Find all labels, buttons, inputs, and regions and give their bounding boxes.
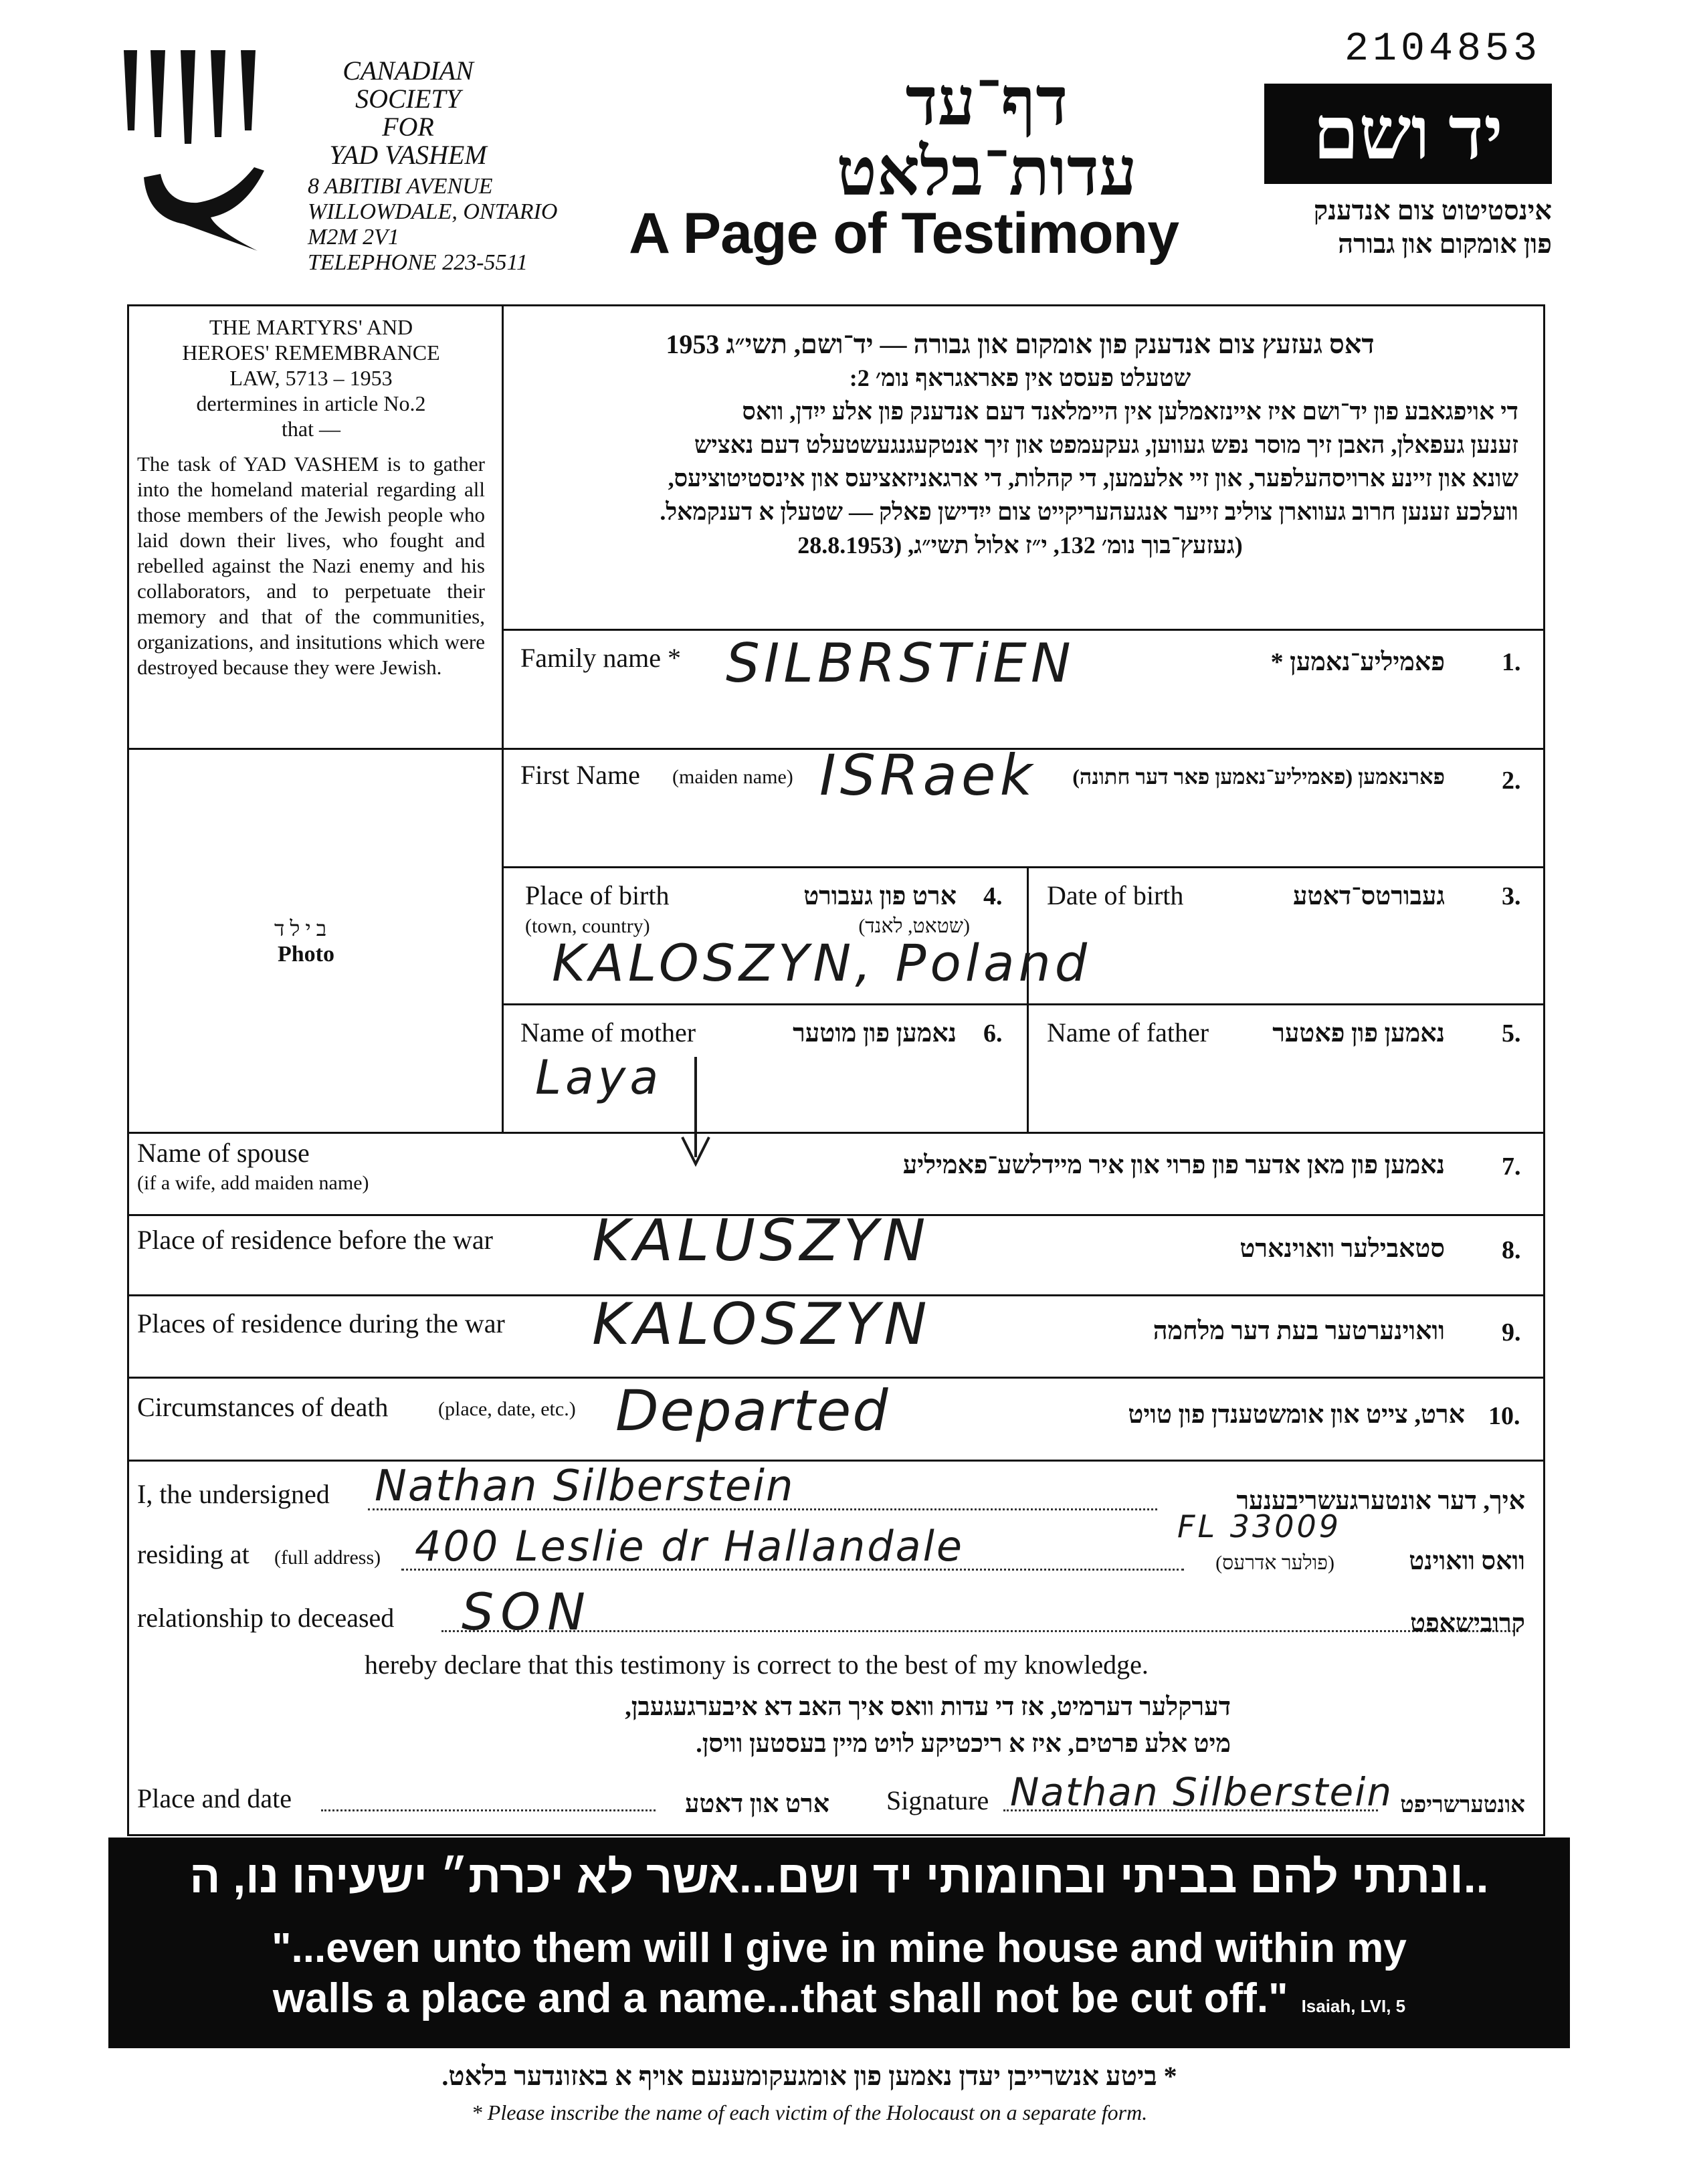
address-line: WILLOWDALE, ONTARIO bbox=[308, 199, 558, 224]
undersigned-value[interactable]: Nathan Silberstein bbox=[375, 1462, 795, 1511]
place-date-label: Place and date bbox=[137, 1783, 292, 1813]
photo-label-hebrew: בילד bbox=[274, 916, 332, 940]
logo-text: יד ושם bbox=[1313, 92, 1503, 175]
footer-hebrew: * ביטע אנשרייבן יעדן נאמען פון אומגעקומענעם אויף א באזונדער בלאט. bbox=[441, 2061, 1177, 2091]
law-heading-line: THE MARTYRS' AND bbox=[209, 315, 413, 339]
spouse-sublabel: (if a wife, add maiden name) bbox=[137, 1172, 369, 1194]
institute-line: אינסטיטוט צום אנדענק bbox=[1313, 195, 1552, 225]
death-label: Circumstances of death bbox=[137, 1392, 389, 1422]
menorah-icon bbox=[124, 50, 278, 271]
field-number: 1. bbox=[1502, 648, 1521, 676]
law-description: The task of YAD VASHEM is to gather into the homeland material regarding all those members of the Jewish people who laid down their lives, who fought and rebelled against the Nazi enemy and his collaborators, and to perpetuate their memory and that of the communities, organizations, and insitutions which were destroyed because they were Jewish. bbox=[137, 452, 485, 679]
residence-during-hebrew: וואוינערטער בעת דער מלחמה bbox=[1153, 1317, 1445, 1345]
mother-hebrew: נאמען פון מוטער bbox=[793, 1019, 957, 1048]
title-hebrew-2: עדות־בלאט bbox=[836, 135, 1137, 209]
address-line: 8 ABITIBI AVENUE bbox=[308, 174, 493, 199]
place-of-birth-hebrew: ארט פון געבורט bbox=[803, 882, 957, 910]
law-quote bbox=[522, 328, 1518, 562]
residing-sublabel: (full address) bbox=[274, 1547, 381, 1569]
date-of-birth-label: Date of birth bbox=[1047, 880, 1184, 910]
divider bbox=[1027, 866, 1029, 1134]
first-name-label: First Name bbox=[520, 760, 640, 790]
undersigned-label: I, the undersigned bbox=[137, 1479, 330, 1509]
divider bbox=[127, 748, 503, 750]
family-name-value[interactable]: SILBRSTiEN bbox=[726, 632, 1075, 694]
banner-english-2 bbox=[108, 1975, 1570, 2022]
place-of-birth-label: Place of birth bbox=[525, 880, 670, 910]
place-date-line bbox=[321, 1809, 656, 1811]
isaiah-banner bbox=[108, 1838, 1570, 2048]
banner-english-2-text: walls a place and a name...that shall not be cut off." bbox=[272, 1975, 1288, 2021]
field-number: 9. bbox=[1502, 1318, 1521, 1347]
death-sublabel: (place, date, etc.) bbox=[438, 1398, 576, 1420]
mother-label: Name of mother bbox=[520, 1017, 696, 1048]
institute-line: פון אומקום און גבורה bbox=[1338, 229, 1552, 259]
signature-value[interactable]: Nathan Silberstein bbox=[1010, 1769, 1393, 1815]
first-name-value[interactable]: ISRaek bbox=[819, 742, 1037, 808]
quote-line: דאס געזעץ צום אנדענק פון אומקום און גבורה — יד־ושם, תשי״ג 1953 bbox=[666, 329, 1375, 359]
residing-extra-value[interactable]: FL 33009 bbox=[1177, 1508, 1342, 1545]
law-heading-line: LAW, 5713 – 1953 bbox=[229, 366, 393, 390]
divider bbox=[502, 629, 1545, 631]
declaration-statement: hereby declare that this testimony is correct to the best of my knowledge. bbox=[365, 1650, 1149, 1680]
father-label: Name of father bbox=[1047, 1017, 1209, 1048]
residence-before-value[interactable]: KALUSZYN bbox=[592, 1207, 930, 1274]
family-name-label: Family name * bbox=[520, 643, 681, 673]
field-number: 8. bbox=[1502, 1236, 1521, 1264]
law-heading bbox=[134, 314, 488, 441]
society-line: CANADIAN bbox=[342, 56, 474, 86]
residing-hebrew-sub: (פולער אדרעס) bbox=[1215, 1552, 1334, 1574]
relationship-value[interactable]: SON bbox=[462, 1582, 592, 1642]
residing-value[interactable]: 400 Leslie dr Hallandale bbox=[415, 1522, 964, 1571]
banner-english-1: "...even unto them will I give in mine house and within my bbox=[272, 1925, 1407, 1971]
field-number: 10. bbox=[1488, 1402, 1520, 1430]
death-value[interactable]: Departed bbox=[615, 1378, 890, 1444]
place-date-hebrew: ארט און דאטע bbox=[685, 1790, 829, 1818]
first-name-hebrew: פארנאמען (פאמיליע־נאמען פאר דער חתונה) bbox=[1072, 765, 1445, 789]
society-line: FOR bbox=[382, 112, 434, 142]
address-line: TELEPHONE 223-5511 bbox=[308, 250, 528, 275]
residence-before-label: Place of residence before the war bbox=[137, 1225, 493, 1255]
field-number: 6. bbox=[983, 1019, 1003, 1048]
society-name bbox=[321, 57, 495, 169]
banner-reference: Isaiah, LVI, 5 bbox=[1301, 1996, 1406, 2016]
place-of-birth-sublabel: (town, country) bbox=[525, 915, 650, 937]
quote-line: שונא און זיינע ארויסהעלפער, און זיי אלעמען, די קהלות, די ארגאניזאציעס און אינסטיטוציעס, bbox=[668, 465, 1518, 492]
yad-vashem-logo bbox=[1264, 84, 1552, 184]
quote-line: שטעלט פעסט אין פאראגראף נומ׳ 2: bbox=[849, 365, 1191, 391]
residence-during-value[interactable]: KALOSZYN bbox=[592, 1291, 931, 1358]
mother-value[interactable]: Laya bbox=[535, 1050, 663, 1105]
photo-label: Photo bbox=[278, 942, 334, 967]
institute-name bbox=[1258, 194, 1552, 261]
death-hebrew: ארט, צייט און אומשטענדן פון טויט bbox=[1128, 1401, 1465, 1429]
first-name-sublabel: (maiden name) bbox=[672, 766, 793, 788]
menorah-logo bbox=[124, 50, 278, 274]
form-number: 2104853 bbox=[1345, 27, 1542, 72]
divider bbox=[502, 1003, 1545, 1005]
law-heading-line: dertermines in article No.2 bbox=[196, 391, 426, 415]
relationship-label: relationship to deceased bbox=[137, 1603, 395, 1633]
undersigned-hebrew: איך, דער אונטערגעשריבענער bbox=[1236, 1487, 1525, 1515]
residence-before-hebrew: סטאבילער וואוינארט bbox=[1239, 1235, 1445, 1263]
divider bbox=[127, 1132, 1545, 1134]
quote-line: די אויפגאבע פון יד־ושם איז איינזאמלען אין היימלאנד דעם אנדענק פון אלע ייִדן, וואס bbox=[742, 398, 1518, 425]
residing-label: residing at bbox=[137, 1539, 250, 1569]
place-of-birth-value[interactable]: KALOSZYN, Poland bbox=[552, 933, 1091, 993]
divider bbox=[502, 866, 1545, 868]
date-of-birth-hebrew: געבורטס־דאטע bbox=[1293, 882, 1445, 910]
family-name-hebrew: פאמיליע־נאמען * bbox=[1270, 648, 1445, 676]
signature-hebrew: אונטערשריפט bbox=[1400, 1793, 1525, 1817]
field-number: 3. bbox=[1502, 882, 1521, 910]
field-number: 4. bbox=[983, 882, 1003, 910]
handwritten-arrow-icon bbox=[676, 1057, 716, 1171]
society-line: SOCIETY bbox=[355, 84, 461, 114]
declaration-statement-hebrew-1: דערקלער דערמיט, אז די עדות וואס איך האב דא איבערגעגעבן, bbox=[625, 1693, 1231, 1721]
spouse-hebrew: נאמען פון מאן אדער פון פרוי און איר מיידלשע־פאמיליע bbox=[902, 1151, 1445, 1179]
banner-hebrew: ..ונתתי להם בביתי ובחומותי יד ושם...אשר לא יכרת״ ישעיהו נו, ה bbox=[189, 1852, 1489, 1902]
field-number: 5. bbox=[1502, 1019, 1521, 1048]
society-line: YAD VASHEM bbox=[329, 140, 487, 170]
field-number: 7. bbox=[1502, 1153, 1521, 1181]
page-title: A Page of Testimony bbox=[629, 201, 1179, 266]
father-hebrew: נאמען פון פאטער bbox=[1272, 1019, 1445, 1048]
quote-line: וועלכע זענען חרוב געווארן צוליב זייער אנגעהעריקייט צום ייִדישן פאלק — שטעלן א דענקמאל. bbox=[660, 498, 1518, 525]
place-of-birth-hebrew-sub: (שטאט, לאנד) bbox=[858, 915, 970, 937]
declaration-statement-hebrew-2: מיט אלע פרטים, איז א ריכטיקע לויט מיין בעסטען וויסן. bbox=[696, 1730, 1231, 1758]
title-hebrew-1: דף־עד bbox=[905, 65, 1068, 139]
relationship-hebrew: קרובישאפט bbox=[1410, 1609, 1525, 1637]
residing-hebrew: וואס וואוינט bbox=[1409, 1547, 1525, 1575]
divider bbox=[502, 304, 504, 1134]
quote-line: זענען געפאלן, האבן זיך מוסר נפש געווען, געקעמפט און זיך אנטקעגנגעשטעלט דעם נאציש bbox=[694, 431, 1518, 458]
field-number: 2. bbox=[1502, 767, 1521, 795]
quote-line: (געזעץ־בוך נומ׳ 132, י״ז אלול תשי״ג, (28.8.1953 bbox=[797, 532, 1243, 559]
footer-note: * Please inscribe the name of each victim of the Holocaust on a separate form. bbox=[471, 2100, 1148, 2124]
law-heading-line: that — bbox=[282, 417, 340, 441]
spouse-label: Name of spouse bbox=[137, 1138, 310, 1168]
society-address bbox=[308, 174, 557, 276]
residence-during-label: Places of residence during the war bbox=[137, 1308, 505, 1338]
law-heading-line: HEROES' REMEMBRANCE bbox=[182, 340, 440, 365]
address-line: M2M 2V1 bbox=[308, 225, 399, 250]
signature-label: Signature bbox=[886, 1785, 989, 1815]
divider bbox=[127, 1460, 1545, 1462]
